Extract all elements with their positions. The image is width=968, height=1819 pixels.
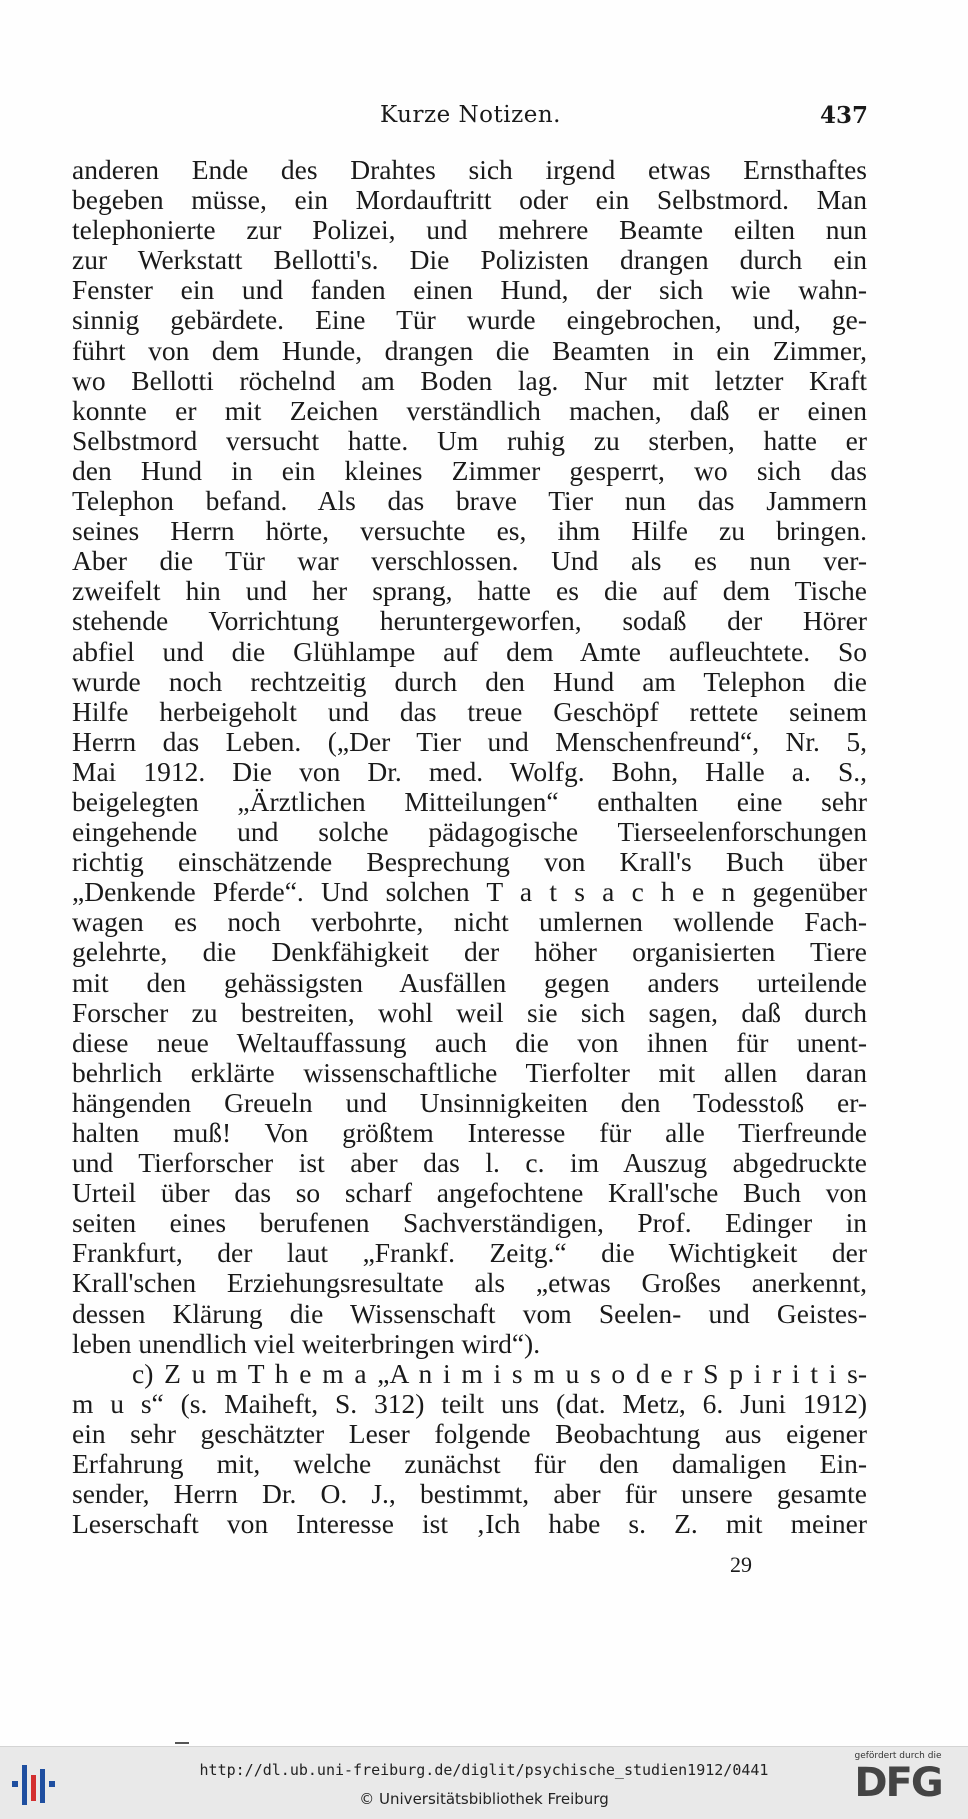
text-line: ein sehr geschätzter Leser folgende Beobachtung aus eigener — [72, 1417, 867, 1449]
text-line: beigelegten „Ärztlichen Mitteilungen“ enthalten eine sehr — [72, 785, 867, 817]
dfg-logo-text: DFG — [854, 1760, 942, 1806]
page-number: 437 — [819, 102, 868, 129]
text-line: führt von dem Hunde, drangen die Beamten in ein Zimmer, — [72, 334, 867, 366]
text-line: anderen Ende des Drahtes sich irgend etwas Ernsthaftes — [72, 154, 867, 185]
text-line: wurde noch rechtzeitig durch den Hund am Telephon die — [72, 665, 867, 697]
text-line: Mai 1912. Die von Dr. med. Wolfg. Bohn, Halle a. S., — [72, 755, 867, 787]
document-url-link[interactable]: http://dl.ub.uni-freiburg.de/diglit/psychische_studien1912/0441 — [199, 1761, 769, 1779]
text-line: seiten eines berufenen Sachverständigen, Prof. Edinger in — [72, 1207, 867, 1239]
text-line: eingehende und solche pädagogische Tierseelenforschungen — [72, 816, 867, 848]
text-line: gelehrte, die Denkfähigkeit der höher organisierten Tiere — [72, 936, 867, 968]
text-line: abfiel und die Glühlampe auf dem Amte aufleuchtete. So — [72, 635, 867, 667]
copyright-notice: © Universitätsbibliothek Freiburg — [359, 1790, 609, 1808]
text-line: sender, Herrn Dr. O. J., bestimmt, aber für unsere gesamte — [72, 1478, 867, 1510]
text-line: c) Z u m T h e m a „A n i m i s m u s o d e r S p i r i t i s- — [132, 1357, 867, 1389]
text-line: richtig einschätzende Besprechung von Krall's Buch über — [72, 846, 867, 878]
margin-dash — [175, 1742, 189, 1744]
text-line: Herrn das Leben. („Der Tier und Menschenfreund“, Nr. 5, — [72, 725, 867, 757]
text-line: telephonierte zur Polizei, und mehrere Beamte eilten nun — [72, 214, 867, 246]
text-line: Krall'schen Erziehungsresultate als „etwas Großes anerkennt, — [72, 1267, 867, 1299]
text-line: stehende Vorrichtung heruntergeworfen, sodaß der Hörer — [72, 605, 867, 637]
text-line: sinnig gebärdete. Eine Tür wurde eingebrochen, und, ge- — [72, 304, 867, 336]
signature-mark: 29 — [730, 1552, 752, 1577]
text-line: dessen Klärung die Wissenschaft vom Seelen- und Geistes- — [72, 1297, 867, 1329]
dfg-caption: gefördert durch die — [854, 1751, 942, 1761]
text-line: und Tierforscher ist aber das l. c. im Auszug abgedruckte — [72, 1147, 867, 1179]
body-text — [72, 155, 867, 1539]
text-line: hängenden Greueln und Unsinnigkeiten den Todesstoß er- — [72, 1086, 867, 1118]
running-title: Kurze Notizen. — [380, 102, 561, 128]
text-line: begeben müsse, ein Mordauftritt oder ein Selbstmord. Man — [72, 184, 867, 216]
text-line: halten muß! Von größtem Interesse für alle Tierfreunde — [72, 1117, 867, 1148]
text-line: Fenster ein und fanden einen Hund, der sich wie wahn- — [72, 274, 867, 306]
text-line: Frankfurt, der laut „Frankf. Zeitg.“ die Wichtigkeit der — [72, 1237, 867, 1269]
text-line: konnte er mit Zeichen verständlich machen, daß er einen — [72, 394, 867, 426]
text-line: Selbstmord versucht hatte. Um ruhig zu sterben, hatte er — [72, 424, 867, 456]
text-line: Erfahrung mit, welche zunächst für den damaligen Ein- — [72, 1448, 867, 1480]
text-line: Hilfe herbeigeholt und das treue Geschöpf rettete seinem — [72, 695, 867, 727]
text-line: Urteil über das so scharf angefochtene Krall'sche Buch von — [72, 1177, 867, 1209]
text-line: „Denkende Pferde“. Und solchen T a t s a c h e n gegenüber — [72, 876, 867, 908]
viewer-footer — [0, 1746, 968, 1819]
text-line: Forscher zu bestreiten, wohl weil sie sich sagen, daß durch — [72, 996, 867, 1028]
text-line: Telephon befand. Als das brave Tier nun das Jammern — [72, 485, 867, 517]
text-line: wo Bellotti röchelnd am Boden lag. Nur mit letzter Kraft — [72, 364, 867, 396]
text-line: zur Werkstatt Bellotti's. Die Polizisten drangen durch ein — [72, 244, 867, 276]
text-line: den Hund in ein kleines Zimmer gesperrt, wo sich das — [72, 454, 867, 486]
text-line: behrlich erklärte wissenschaftliche Tierfolter mit allen daran — [72, 1056, 867, 1088]
text-line: seines Herrn hörte, versuchte es, ihm Hilfe zu bringen. — [72, 515, 867, 547]
text-line: m u s“ (s. Maiheft, S. 312) teilt uns (dat. Metz, 6. Juni 1912) — [72, 1387, 867, 1419]
text-line: Leserschaft von Interesse ist ‚Ich habe s. Z. mit meiner — [72, 1508, 867, 1540]
text-line: leben unendlich viel weiterbringen wird“). — [72, 1327, 541, 1359]
text-line: mit den gehässigsten Ausfällen gegen anders urteilende — [72, 966, 867, 998]
text-line: diese neue Weltauffassung auch die von ihnen für unent- — [72, 1026, 867, 1058]
text-line: wagen es noch verbohrte, nicht umlernen wollende Fach- — [72, 906, 867, 938]
text-line: Aber die Tür war verschlossen. Und als es nun ver- — [72, 545, 867, 577]
dfg-logo — [838, 1751, 958, 1815]
text-line: zweifelt hin und her sprang, hatte es die auf dem Tische — [72, 575, 867, 607]
